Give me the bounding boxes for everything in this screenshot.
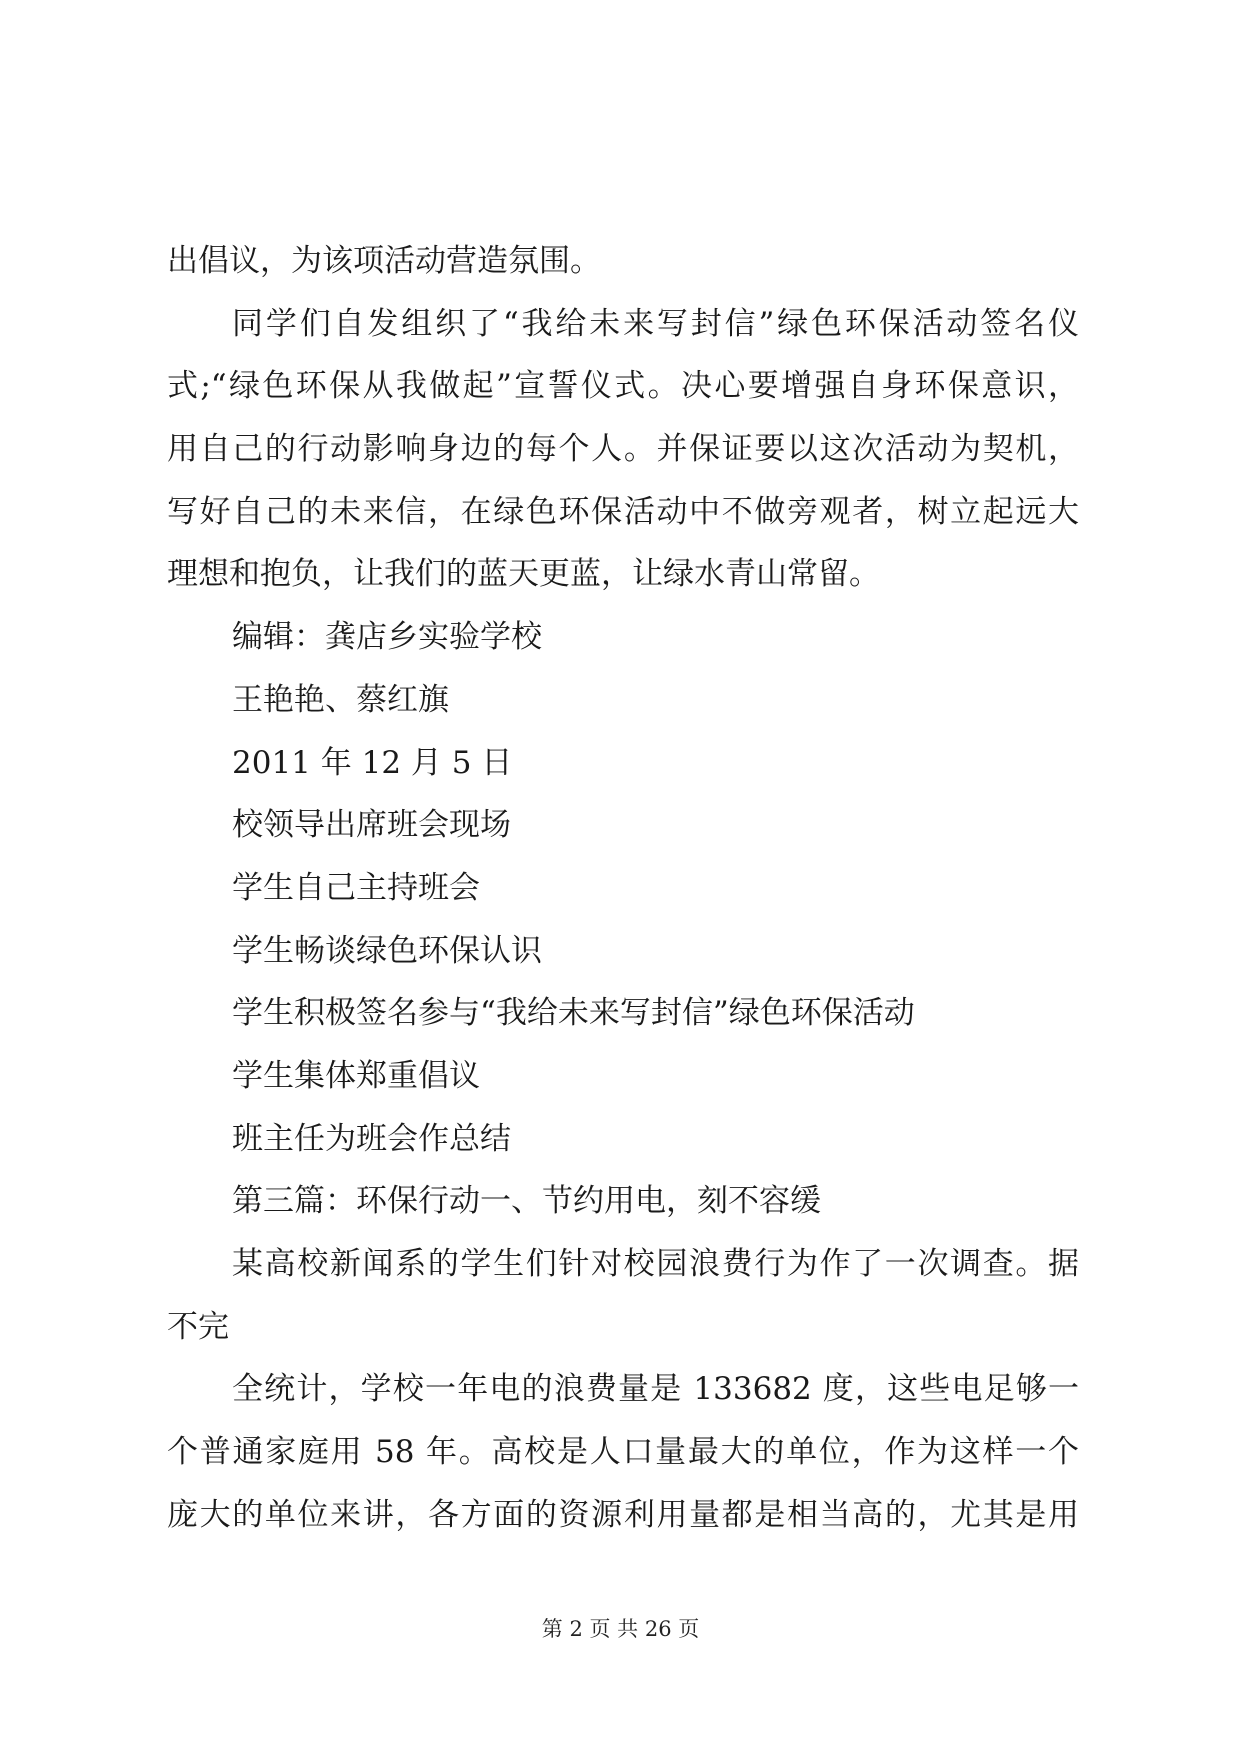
body-line: 理想和抱负，让我们的蓝天更蓝，让绿水青山常留。 [167,556,880,593]
body-line: 庞大的单位来讲，各方面的资源利用量都是相当高的，尤其是用 [167,1496,1079,1533]
caption-line: 班主任为班会作总结 [232,1120,511,1157]
body-line: 同学们自发组织了“我给未来写封信”绿色环保活动签名仪 [232,305,1079,342]
body-line: 全统计，学校一年电的浪费量是 133682 度，这些电足够一 [232,1371,1079,1408]
date-line: 2011 年 12 月 5 日 [232,744,513,781]
author-line: 王艳艳、蔡红旗 [232,681,449,718]
caption-line: 学生积极签名参与“我给未来写封信”绿色环保活动 [232,995,915,1032]
body-line: 出倡议，为该项活动营造氛围。 [167,243,601,279]
caption-line: 校领导出席班会现场 [232,807,511,844]
body-line: 某高校新闻系的学生们针对校园浪费行为作了一次调查。据 [232,1246,1079,1282]
document-body [167,230,1079,1546]
body-line: 不完 [167,1308,229,1345]
body-line: 用自己的行动影响身边的每个人。并保证要以这次活动为契机， [167,431,1079,468]
editor-line: 编辑：龚店乡实验学校 [232,619,542,656]
section-heading: 第三篇：环保行动一、节约用电，刻不容缓 [232,1183,821,1220]
caption-line: 学生自己主持班会 [232,869,480,906]
body-line: 写好自己的未来信，在绿色环保活动中不做旁观者，树立起远大 [167,493,1079,530]
caption-line: 学生集体郑重倡议 [232,1057,480,1094]
body-line: 个普通家庭用 58 年。高校是人口量最大的单位，作为这样一个 [167,1434,1079,1471]
caption-line: 学生畅谈绿色环保认识 [232,932,542,969]
page-number-footer: 第 2 页 共 26 页 [541,1617,700,1641]
body-line: 式;“绿色环保从我做起”宣誓仪式。决心要增强自身环保意识， [167,368,1079,405]
